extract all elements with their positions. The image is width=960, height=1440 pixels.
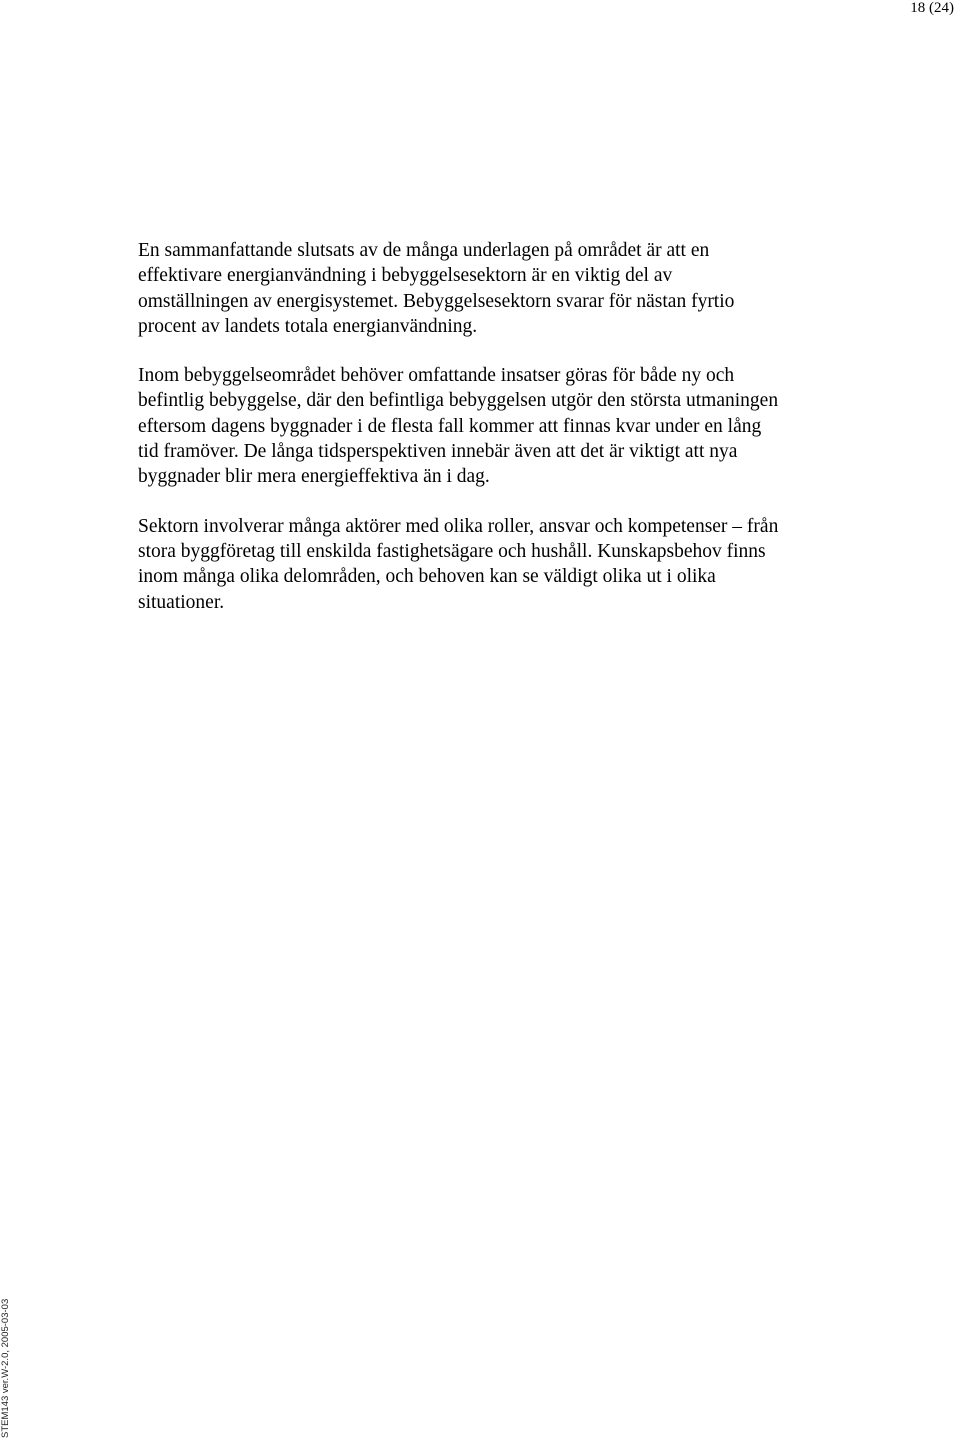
paragraph-1 — [138, 238, 873, 339]
paragraph-2-line-1: Inom bebyggelseområdet behöver omfattande insatser göras för både ny och — [138, 365, 735, 387]
paragraph-1-line-1: En sammanfattande slutsats av de många underlagen på området är att en — [138, 240, 710, 261]
paragraph-3-line-4: situationer. — [138, 591, 225, 613]
page-number: 18 (24) — [910, 0, 954, 16]
paragraph-1-line-4: procent av landets totala energianvändning. — [138, 315, 478, 337]
body-text — [138, 238, 873, 615]
paragraph-3-line-3: inom många olika delområden, och behoven kan se väldigt olika ut i olika — [138, 566, 716, 588]
paragraph-3-line-1: Sektorn involverar många aktörer med olika roller, ansvar och kompetenser – från — [138, 515, 779, 537]
paragraph-3-line-2: stora byggföretag till enskilda fastighetsägare och hushåll. Kunskapsbehov finns — [138, 540, 766, 562]
template-version-text: STEM143 ver.W-2.0, 2005-03-03 — [0, 1298, 11, 1438]
paragraph-1-line-3: omställningen av energisystemet. Bebyggelsesektorn svarar för nästan fyrtio — [138, 290, 735, 312]
paragraph-2-line-4: tid framöver. De långa tidsperspektiven innebär även att det är viktigt att nya — [138, 441, 738, 463]
paragraph-1-line-2: effektivare energianvändning i bebyggelsesektorn är en viktig del av — [138, 265, 673, 287]
paragraph-3 — [138, 514, 873, 615]
paragraph-2-line-2: befintlig bebyggelse, där den befintliga bebyggelsen utgör den största utmaningen — [138, 390, 779, 412]
template-version-stamp — [0, 1288, 12, 1438]
paragraph-2-line-3: eftersom dagens byggnader i de flesta fall kommer att finnas kvar under en lång — [138, 415, 762, 437]
paragraph-2 — [138, 363, 873, 489]
paragraph-2-line-5: byggnader blir mera energieffektiva än i dag. — [138, 466, 490, 488]
